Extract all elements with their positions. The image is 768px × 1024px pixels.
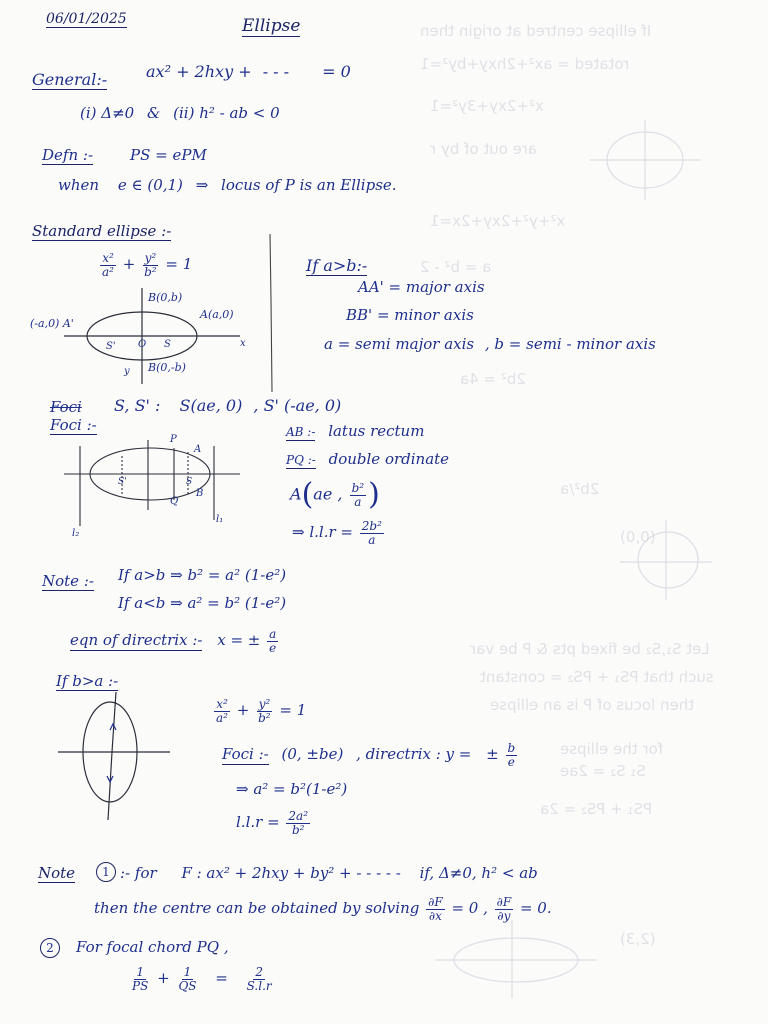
label-y-axis: y <box>124 366 130 377</box>
bleed-through-text: PS₁ + PS₂ = 2a <box>540 800 653 818</box>
label-p: P <box>170 434 177 445</box>
pt-a-den: a <box>354 494 362 509</box>
bleed-through-text: S₁ S₂ = 2ae <box>560 762 646 780</box>
major-axis-line: AA' = major axis <box>358 278 485 296</box>
bleed-through-text: 2b²/a <box>560 480 600 498</box>
v-directrix-pm: ± <box>486 745 499 764</box>
note1-line1: If a>b ⇒ b² = a² (1-e²) <box>118 566 287 584</box>
std-den2: b² <box>144 264 157 279</box>
vertical-relation: ⇒ a² = b²(1-e²) <box>236 780 348 798</box>
label-origin: O <box>138 339 147 350</box>
v-den2: b² <box>258 710 271 725</box>
f-eq: = <box>215 969 228 988</box>
v-directrix-den: e <box>507 754 515 769</box>
v-foci-label: Foci :- <box>222 745 269 764</box>
v-num2: y² <box>258 697 271 711</box>
directrix-num: a <box>269 627 277 641</box>
ab-label: AB :- <box>286 425 316 439</box>
bleed-through-text: x²+y²+2xy+2x=1 <box>430 212 566 230</box>
label-a: A <box>194 444 202 455</box>
label-x-axis: x <box>240 338 246 349</box>
note2-function: F : ax² + 2hxy + by² + - - - - - <box>181 864 401 882</box>
note2-conditions: if, Δ≠0, h² < ab <box>419 864 538 882</box>
f3-num: 2 <box>255 965 263 979</box>
general-label: General:- <box>32 70 108 89</box>
semi-minor: , b = semi - minor axis <box>484 335 656 353</box>
note2-centre-text: then the centre can be obtained by solving <box>94 899 420 918</box>
general-eq-prefix: ax² + 2hxy + <box>146 62 252 81</box>
general-cond1: (i) Δ≠0 <box>80 104 135 122</box>
std-den1: a² <box>102 264 114 279</box>
f3-den: S.l.r <box>246 978 272 993</box>
note2-line1 <box>120 866 538 881</box>
bleed-through-text: then locus of P is an ellipse <box>490 696 695 714</box>
directrix-den: e <box>269 640 277 655</box>
bleed-through-text: Let S₁,S₂ be fixed pts & P be var <box>470 640 710 658</box>
bleed-through-text: are out of by r <box>430 140 537 158</box>
v-llr-num: 2a² <box>288 809 309 823</box>
std-num2: y² <box>144 251 157 265</box>
directrix-label: eqn of directrix :- <box>70 631 203 650</box>
bleed-through-text: (0,0) <box>620 528 656 546</box>
note2-for: :- for <box>120 864 157 882</box>
pd-end: = 0. <box>519 899 552 918</box>
bleed-through-text: such that PS₁ + PS₂ = constant <box>480 668 714 686</box>
v-llr-pre: l.l.r = <box>236 813 280 832</box>
std-plus: + <box>122 255 136 274</box>
label-focus-s-prime: S' <box>106 341 116 352</box>
v-den1: a² <box>216 710 228 725</box>
note2-label: Note <box>38 864 76 882</box>
page-title: Ellipse <box>242 16 301 36</box>
note2-line3: For focal chord PQ , <box>76 938 229 956</box>
foci-struck-label: Foci <box>50 398 82 416</box>
ab-text: latus rectum <box>328 422 425 440</box>
note2-line2 <box>94 896 552 922</box>
point-a-coordinates: A(ae , $\frac{\text{b²}}{a}$ ) <box>290 477 380 512</box>
llr-num: 2b² <box>361 519 382 533</box>
pd2-den: ∂y <box>497 908 511 923</box>
general-cond2: (ii) h² - ab < 0 <box>173 104 280 122</box>
std-rhs: = 1 <box>165 255 193 274</box>
pd1-num: ∂F <box>428 895 443 909</box>
pt-a-pre: A <box>290 484 302 504</box>
pd-mid: = 0 , <box>451 899 488 918</box>
note1-line2: If a<b ⇒ a² = b² (1-e²) <box>118 594 287 612</box>
defn-when: when <box>58 176 100 194</box>
standard-label: Standard ellipse :- <box>32 222 172 240</box>
defn-arrow: ⇒ <box>195 176 209 194</box>
foci-lhs: S, S' : <box>114 396 161 415</box>
pd2-num: ∂F <box>496 895 512 909</box>
if-a-gt-b-label: If a>b:- <box>306 256 368 275</box>
v-directrix-num: b <box>507 741 516 755</box>
general-cond-amp: & <box>147 104 161 122</box>
v-foci-val: (0, ±be) <box>281 745 344 764</box>
pt-a-mid: ae , <box>313 484 343 504</box>
llr-den: a <box>368 532 376 547</box>
directrix-pre: x = ± <box>217 631 261 650</box>
general-eq-suffix: = 0 <box>322 62 351 81</box>
bleed-through-text: for the ellipse <box>560 740 664 758</box>
foci-label: Foci :- <box>50 416 97 434</box>
v-llr-den: b² <box>291 822 305 837</box>
label-a-left: (-a,0) A' <box>30 317 74 330</box>
pq-text: double ordinate <box>328 450 450 468</box>
v-num1: x² <box>216 697 228 711</box>
pd1-den: ∂x <box>428 908 442 923</box>
defn-range: e ∈ (0,1) <box>117 176 183 194</box>
defn-equation: PS = ePM <box>130 146 207 164</box>
v-rhs: = 1 <box>279 701 307 720</box>
bleed-through-text: (2,3) <box>620 930 656 948</box>
label-b-top: B(0,b) <box>148 291 183 304</box>
general-eq-dashes: - - - <box>262 62 290 81</box>
if-b-gt-a-label: If b>a :- <box>56 672 119 690</box>
f2-den: QS <box>178 978 197 993</box>
note2-num1: 1 <box>96 862 116 882</box>
std-num1: x² <box>102 251 114 265</box>
label-b-bottom: B(0,-b) <box>148 361 186 374</box>
label-s-prime: S' <box>118 477 127 487</box>
llr-pre: ⇒ l.l.r = <box>292 523 353 542</box>
minor-axis-line: BB' = minor axis <box>346 306 474 324</box>
bleed-through-text: rotated = ax²+2hxy+by²=1 <box>420 55 630 73</box>
defn-label: Defn :- <box>42 146 94 164</box>
bleed-through-text: a = b² - 2 <box>420 258 492 276</box>
f2-num: 1 <box>183 965 192 979</box>
bleed-through-text: 2b² = 4a <box>460 370 526 388</box>
focal-chord-relation <box>128 966 276 992</box>
label-q: Q <box>170 496 179 507</box>
pq-label: PQ :- <box>286 453 316 467</box>
v-directrix-label: , directrix : y = <box>356 745 472 764</box>
date-heading: 06/01/2025 <box>46 11 127 27</box>
bleed-through-text: x²+2xy+3y²=1 <box>430 97 544 115</box>
v-plus: + <box>236 701 250 720</box>
f1-num: 1 <box>136 965 144 979</box>
note2-num2: 2 <box>40 938 60 958</box>
foci-s-prime: , S' (-ae, 0) <box>253 396 342 415</box>
f1-den: PS <box>132 978 149 993</box>
semi-major: a = semi major axis <box>324 335 475 353</box>
bleed-through-text: If ellipse centred at origin then <box>420 22 652 40</box>
label-l1: l₁ <box>216 514 224 525</box>
label-l2: l₂ <box>72 528 80 539</box>
f-plus: + <box>157 969 170 988</box>
foci-s: S(ae, 0) <box>179 396 243 415</box>
label-a-right: A(a,0) <box>200 308 234 321</box>
label-focus-s: S <box>164 339 171 350</box>
note1-label: Note :- <box>42 572 94 590</box>
label-b: B <box>196 488 204 499</box>
label-s: S <box>186 477 193 487</box>
pt-a-num: b² <box>351 480 365 495</box>
defn-locus: locus of P is an Ellipse. <box>221 176 397 194</box>
